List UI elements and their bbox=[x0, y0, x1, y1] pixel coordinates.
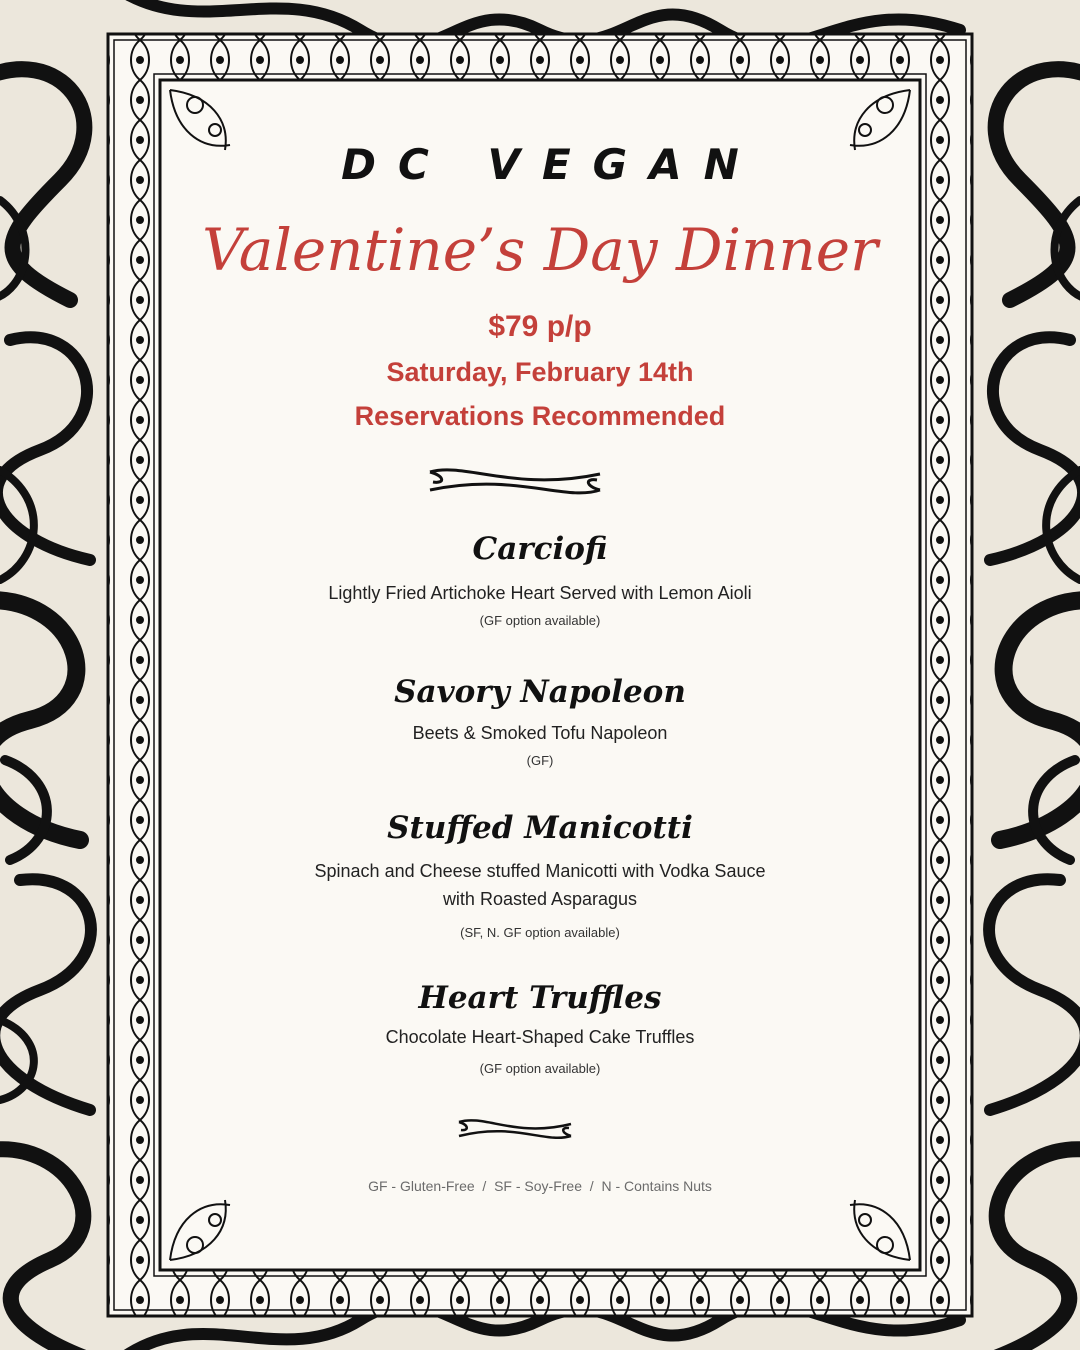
course-description: with Roasted Asparagus bbox=[442, 889, 638, 909]
course-note: (SF, N. GF option available) bbox=[460, 925, 620, 940]
course-name: Savory Napoleon bbox=[394, 674, 686, 710]
course-note: (GF) bbox=[526, 753, 554, 768]
course-description: Chocolate Heart-Shaped Cake Truffles bbox=[385, 1027, 695, 1047]
reservation-note: Reservations Recommended bbox=[354, 401, 726, 431]
page-title: Valentine’s Day Dinner bbox=[202, 216, 878, 284]
course-description: Lightly Fried Artichoke Heart Served with Lemon Aioli bbox=[328, 583, 752, 603]
menu-content bbox=[160, 0, 920, 1350]
course-name: Carciofi bbox=[472, 531, 608, 567]
brand-name: DC VEGAN bbox=[341, 140, 761, 189]
course-note: (GF option available) bbox=[479, 1061, 601, 1076]
course-description: Beets & Smoked Tofu Napoleon bbox=[412, 723, 668, 743]
course-description: Spinach and Cheese stuffed Manicotti with Vodka Sauce bbox=[314, 861, 766, 881]
scroll-divider-icon bbox=[425, 462, 605, 502]
allergen-legend: GF - Gluten-Free / SF - Soy-Free / N - Contains Nuts bbox=[368, 1178, 712, 1194]
course-name: Stuffed Manicotti bbox=[387, 810, 693, 846]
price: $79 p/p bbox=[488, 310, 592, 343]
course-note: (GF option available) bbox=[479, 613, 601, 628]
course-name: Heart Truffles bbox=[418, 980, 662, 1016]
scroll-divider-icon bbox=[455, 1114, 575, 1144]
event-date: Saturday, February 14th bbox=[386, 357, 694, 387]
